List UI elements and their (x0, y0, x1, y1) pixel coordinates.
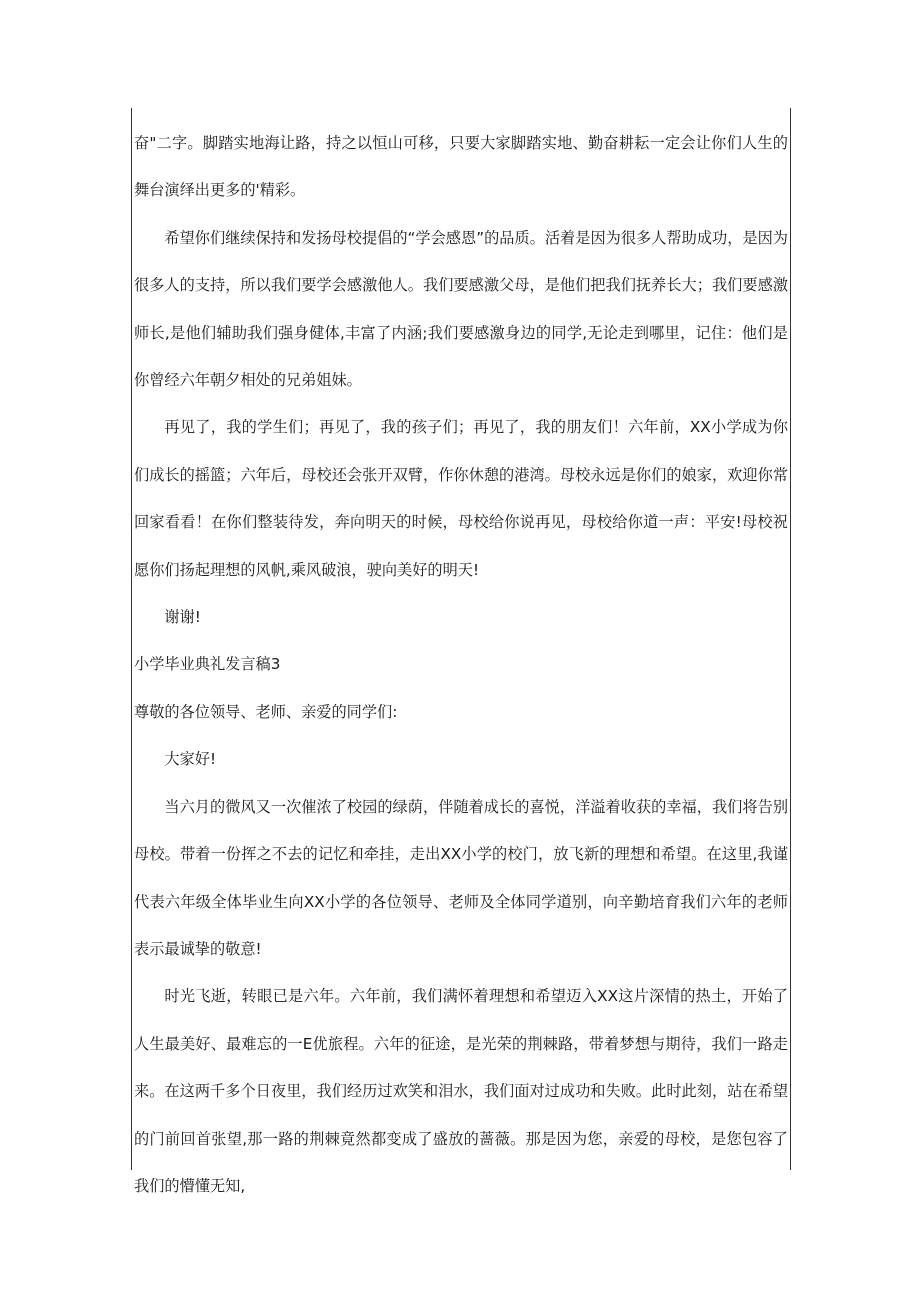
right-margin-rule (790, 108, 791, 1170)
paragraph-gratitude: 希望你们继续保持和发扬母校提倡的“学会感恩”的品质。活着是因为很多人帮助成功，是因为很多人的支持，所以我们要学会感激他人。我们要感激父母，是他们把我们抚养长大；我们要感激师长,是他们辅助我们强身健体,丰富了内涵;我们要感激身边的同学,无论走到哪里，记住：他们是你曾经六年朝夕相处的兄弟姐妹。 (134, 228, 788, 390)
greeting: 大家好! (164, 750, 217, 769)
paragraph-thanks: 谢谢! (164, 608, 201, 627)
paragraph-continuation: 奋"二字。脚踏实地海让路，持之以恒山可移，只要大家脚踏实地、勤奋耕耘一定会让你们人生的舞台演绎出更多的'精彩。 (134, 134, 788, 200)
section-title: 小学毕业典礼发言稿3 (134, 655, 281, 674)
paragraph-six-years: 时光飞逝，转眼已是六年。六年前，我们满怀着理想和希望迈入XX这片深情的热土，开始了人生最美好、最难忘的一E优旅程。六年的征途，是光荣的荆棘路，带着梦想与期待，我们一路走来。在这两千多个日夜里，我们经历过欢笑和泪水，我们面对过成功和失败。此时此刻，站在希望的门前回首张望,那一路的荆棘竟然都变成了盛放的蔷薇。那是因为您，亲爱的母校，是您包容了我们的懵懂无知, (134, 987, 788, 1195)
paragraph-june-breeze: 当六月的微风又一次催浓了校园的绿荫，伴随着成长的喜悦，洋溢着收获的幸福，我们将告别母校。带着一份挥之不去的记忆和牵挂，走出XX小学的校门，放飞新的理想和希望。在这里,我谨代表六年级全体毕业生向XX小学的各位领导、老师及全体同学道别，向辛勤培育我们六年的老师表示最诚挚的敬意! (134, 797, 788, 958)
salutation: 尊敬的各位领导、老师、亲爱的同学们: (134, 702, 398, 721)
speech-text-body (134, 120, 788, 1210)
paragraph-farewell: 再见了，我的学生们；再见了，我的孩子们；再见了，我的朋友们！六年前，XX小学成为你们成长的摇篮；六年后，母校还会张开双臂，作你休憩的港湾。母校永远是你们的娘家，欢迎你常回家看看！在你们整装待发，奔向明天的时候，母校给你说再见，母校给你道一声：平安!母校祝愿你们扬起理想的风帆,乘风破浪，驶向美好的明天! (134, 418, 788, 579)
left-margin-rule (131, 108, 132, 1170)
